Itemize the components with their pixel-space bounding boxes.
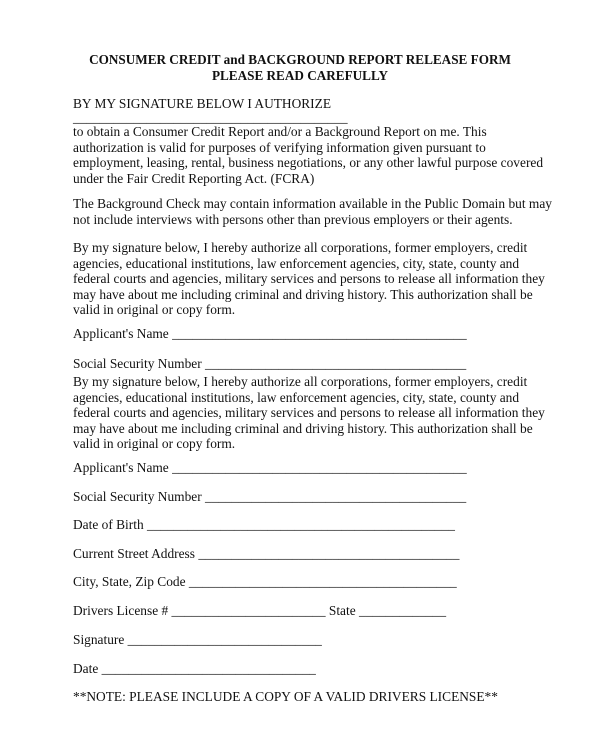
paragraph-authorization-purpose (73, 124, 543, 186)
paragraph-release-consent-repeat (73, 374, 543, 452)
ssn-field[interactable]: Social Security Number _______________________________________ (73, 489, 467, 504)
authorize-name-blank[interactable]: _________________________________________ (73, 110, 348, 125)
date-field[interactable]: Date ________________________________ (73, 661, 316, 676)
drivers-license-note: **NOTE: PLEASE INCLUDE A COPY OF A VALID DRIVERS LICENSE** (73, 689, 498, 704)
applicant-name-field[interactable]: Applicant's Name ____________________________________________ (73, 460, 467, 475)
paragraph-background-check (73, 196, 552, 227)
paragraph-line: valid in original or copy form. (73, 436, 236, 451)
paragraph-line: not include interviews with persons other than previous employers or their agents. (73, 211, 513, 227)
paragraph-line: agencies, educational institutions, law enforcement agencies, city, state, county and (73, 255, 520, 271)
paragraph-line: employment, leasing, rental, business negotiations, or any other lawful purpose covered (73, 155, 544, 170)
date-of-birth-field[interactable]: Date of Birth ______________________________________________ (73, 517, 455, 532)
paragraph-line: federal courts and agencies, military services and persons to release all information they (73, 271, 545, 286)
paragraph-line: By my signature below, I hereby authorize all corporations, former employers, credit (73, 374, 528, 389)
city-state-zip-field[interactable]: City, State, Zip Code ________________________________________ (73, 574, 457, 589)
drivers-license-field[interactable]: Drivers License # _______________________ State _____________ (73, 603, 447, 618)
paragraph-line: By my signature below, I hereby authorize all corporations, former employers, credit (73, 240, 528, 255)
paragraph-line: may have about me including criminal and driving history. This authorization shall be (73, 286, 533, 302)
paragraph-line: to obtain a Consumer Credit Report and/or a Background Report on me. This (73, 124, 487, 139)
paragraph-release-consent (73, 240, 543, 318)
ssn-field[interactable]: Social Security Number _______________________________________ (73, 356, 467, 371)
form-subtitle: PLEASE READ CAREFULLY (211, 68, 389, 83)
paragraph-line: The Background Check may contain information available in the Public Domain but may (73, 196, 552, 211)
signature-field[interactable]: Signature _____________________________ (73, 632, 322, 647)
street-address-field[interactable]: Current Street Address _______________________________________ (73, 546, 460, 561)
paragraph-line: agencies, educational institutions, law enforcement agencies, city, state, county and (73, 389, 520, 405)
paragraph-line: under the Fair Credit Reporting Act. (FCRA) (73, 170, 315, 186)
paragraph-line: may have about me including criminal and driving history. This authorization shall be (73, 420, 533, 436)
applicant-name-field[interactable]: Applicant's Name ____________________________________________ (73, 326, 467, 341)
paragraph-line: federal courts and agencies, military services and persons to release all information they (73, 405, 545, 420)
paragraph-line: authorization is valid for purposes of verifying information given pursuant to (73, 139, 486, 155)
authorize-heading: BY MY SIGNATURE BELOW I AUTHORIZE (73, 96, 332, 111)
paragraph-line: valid in original or copy form. (73, 302, 236, 317)
form-title: CONSUMER CREDIT and BACKGROUND REPORT RELEASE FORM (89, 52, 511, 67)
